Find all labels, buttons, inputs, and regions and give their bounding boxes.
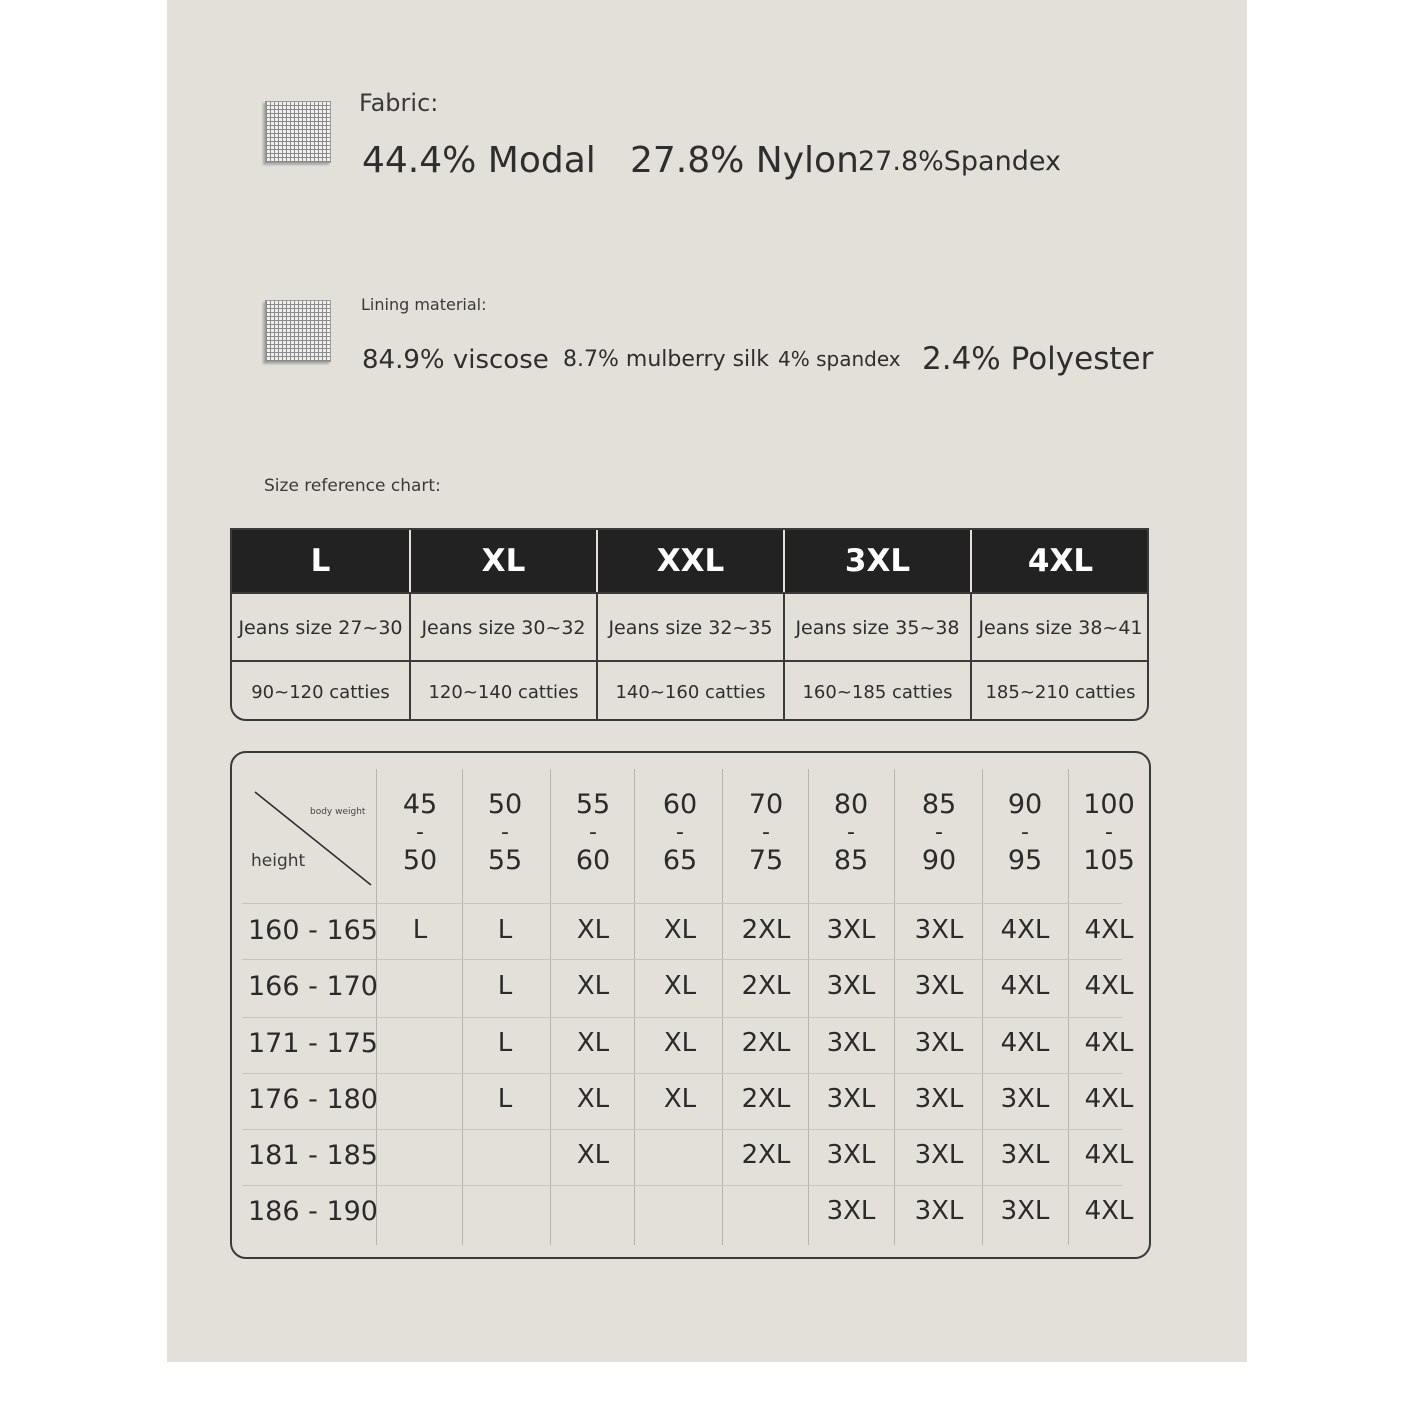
jeans-size-cell: Jeans size 27~30 [238,617,403,639]
size-cell: XL [576,1140,610,1170]
size-cell: 4XL [1084,1196,1134,1226]
size-cell: 3XL [1000,1196,1050,1226]
weight-range-dash: - [935,820,943,845]
size-cell: 3XL [914,915,964,945]
height-range-label: 186 - 190 [248,1196,378,1227]
grid-row-divider [242,1073,1122,1074]
size-cell: 3XL [1000,1084,1050,1114]
corner-diagonal [252,789,374,889]
weight-range-header [724,791,808,875]
height-range-label: 171 - 175 [248,1028,378,1059]
weight-range-dash: - [762,820,770,845]
size-header-cell: 3XL [783,530,970,592]
size-cell: 3XL [914,1140,964,1170]
lining-item: 2.4% Polyester [922,341,1154,377]
weight-range-dash: - [416,820,424,845]
size-cell: 4XL [1000,1028,1050,1058]
size-cell: 3XL [826,915,876,945]
weight-range-header [809,791,893,875]
grid-row-divider [242,1129,1122,1130]
weight-range-cell: 160~185 catties [783,662,970,721]
grid-row-divider [242,903,1122,904]
weight-range-min: 85 [921,789,957,820]
size-header-cell: L [310,543,331,579]
weight-range-max: 75 [748,845,784,876]
size-header-cell: 4XL [970,530,1149,592]
grid-row-divider [242,959,1122,960]
size-cell: L [497,915,513,945]
weight-range-dash: - [847,820,855,845]
height-label: height [251,851,306,871]
grid-column-divider [376,769,377,1245]
size-cell: 2XL [741,1084,791,1114]
weight-range-max: 105 [1083,845,1135,876]
size-cell: 3XL [826,971,876,1001]
size-header-cell: XL [409,530,596,592]
fabric-item: 27.8%Spandex [858,146,1061,177]
size-cell: L [497,1084,513,1114]
weight-range-cell: 120~140 catties [409,662,596,721]
size-cell: L [497,1028,513,1058]
weight-range-min: 55 [575,789,611,820]
size-cell: XL [663,1084,697,1114]
size-cell: 2XL [741,971,791,1001]
weight-range-cell: 90~120 catties [251,682,390,703]
size-cell: 4XL [1000,971,1050,1001]
grid-column-divider [894,769,895,1245]
jeans-size-cell: Jeans size 35~38 [783,594,970,662]
lining-item: 8.7% mulberry silk [563,347,770,372]
weight-range-header [983,791,1067,875]
weight-range-dash: - [589,820,597,845]
height-range-label: 160 - 165 [248,915,378,946]
size-cell: 4XL [1084,1028,1134,1058]
weight-range-row [232,660,1147,721]
size-cell: 4XL [1084,971,1134,1001]
weight-range-header [551,791,635,875]
weight-range-min: 100 [1083,789,1135,820]
size-chart-label: Size reference chart: [264,476,441,496]
weight-range-cell: 140~160 catties [596,662,783,721]
grid-column-divider [722,769,723,1245]
size-cell: 4XL [1084,1140,1134,1170]
size-cell: XL [663,971,697,1001]
weight-range-max: 55 [487,845,523,876]
weight-range-dash: - [501,820,509,845]
size-cell: XL [663,915,697,945]
size-cell: 4XL [1084,915,1134,945]
size-cell: 2XL [741,915,791,945]
size-cell: 3XL [914,1084,964,1114]
grid-row-divider [242,1185,1122,1186]
lining-label: Lining material: [361,295,487,314]
height-range-label: 166 - 170 [248,971,378,1002]
weight-range-dash: - [1105,820,1113,845]
size-cell: 3XL [914,1028,964,1058]
body-weight-label: body weight [310,807,366,817]
jeans-size-cell: Jeans size 30~32 [409,594,596,662]
fabric-item: 44.4% Modal [362,140,596,181]
size-cell: XL [576,971,610,1001]
weight-range-max: 60 [575,845,611,876]
weight-range-header [897,791,981,875]
size-cell: 3XL [914,1196,964,1226]
weight-range-max: 85 [833,845,869,876]
size-cell: XL [663,1028,697,1058]
lining-swatch-icon [265,300,331,362]
size-cell: 4XL [1000,915,1050,945]
weight-range-max: 50 [402,845,438,876]
weight-range-cell: 185~210 catties [970,662,1149,721]
jeans-size-cell: Jeans size 38~41 [970,594,1149,662]
fabric-swatch-icon [265,101,331,163]
weight-range-min: 45 [402,789,438,820]
size-cell: 2XL [741,1140,791,1170]
size-cell: 3XL [1000,1140,1050,1170]
weight-range-min: 70 [748,789,784,820]
jeans-size-row [232,592,1147,662]
weight-range-min: 60 [662,789,698,820]
jeans-size-cell: Jeans size 32~35 [596,594,783,662]
weight-range-min: 50 [487,789,523,820]
height-range-label: 176 - 180 [248,1084,378,1115]
fabric-item: 27.8% Nylon [630,140,859,181]
size-cell: XL [576,915,610,945]
weight-range-min: 80 [833,789,869,820]
height-weight-grid [230,751,1151,1259]
weight-range-max: 90 [921,845,957,876]
weight-range-dash: - [676,820,684,845]
grid-row-divider [242,1017,1122,1018]
size-header-cell: XXL [596,530,783,592]
weight-range-max: 95 [1007,845,1043,876]
size-reference-table [230,528,1149,721]
weight-range-max: 65 [662,845,698,876]
size-cell: L [412,915,428,945]
fabric-label: Fabric: [359,89,439,117]
weight-range-header [638,791,722,875]
lining-item: 84.9% viscose [362,345,549,375]
size-cell: 3XL [826,1140,876,1170]
weight-range-header [463,791,547,875]
size-cell: 2XL [741,1028,791,1058]
size-cell: 3XL [826,1084,876,1114]
size-cell: XL [576,1028,610,1058]
size-cell: L [497,971,513,1001]
lining-item: 4% spandex [778,347,901,371]
size-cell: 3XL [914,971,964,1001]
size-cell: XL [576,1084,610,1114]
size-cell: 4XL [1084,1084,1134,1114]
weight-range-min: 90 [1007,789,1043,820]
height-range-label: 181 - 185 [248,1140,378,1171]
size-cell: 3XL [826,1196,876,1226]
weight-range-dash: - [1021,820,1029,845]
weight-range-header [378,791,462,875]
size-header-row [232,530,1147,592]
size-cell: 3XL [826,1028,876,1058]
weight-range-header [1067,791,1151,875]
